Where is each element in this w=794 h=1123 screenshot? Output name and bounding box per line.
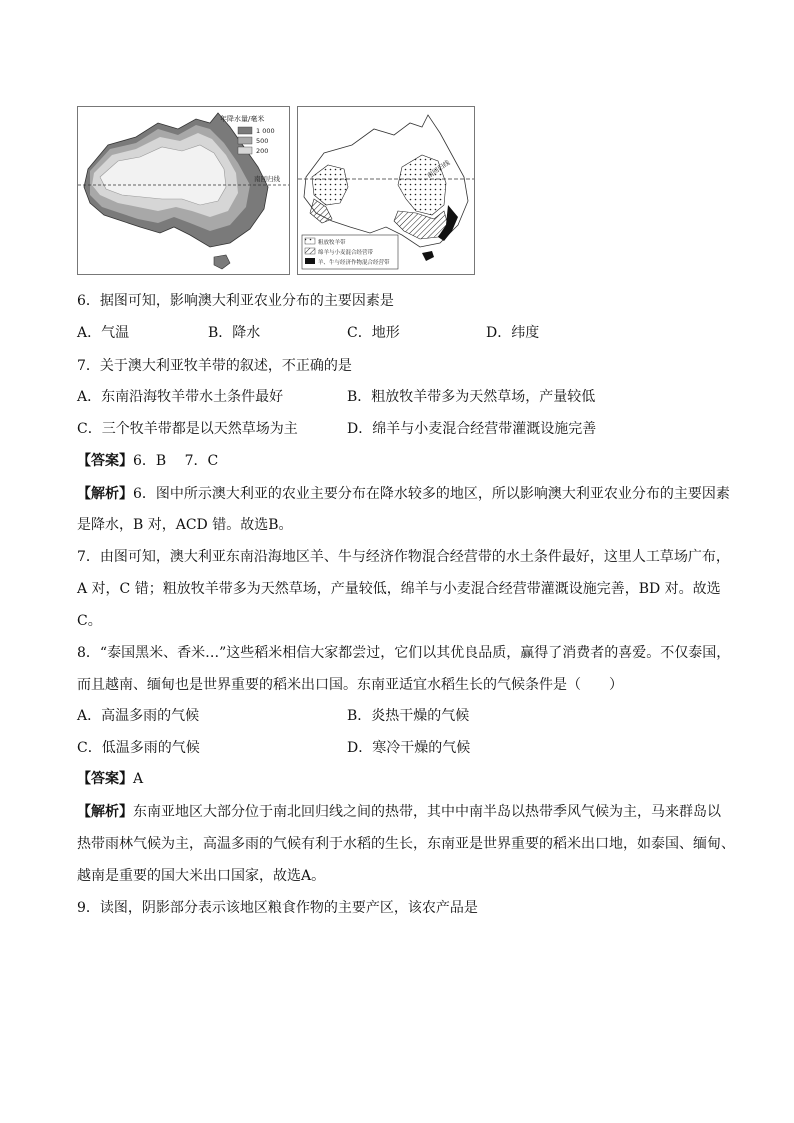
q8-option-d: D．寒冷干燥的气候 bbox=[347, 740, 471, 756]
q6-option-d: D．纬度 bbox=[486, 325, 540, 341]
explanation-8-line3: 越南是重要的国大米出口国家，故选A。 bbox=[77, 868, 326, 884]
q7-stem: 7．关于澳大利亚牧羊带的叙述，不正确的是 bbox=[77, 358, 352, 374]
q6-option-c: C．地形 bbox=[347, 325, 400, 341]
answer-tag: 【答案】 bbox=[77, 771, 133, 787]
explanation-8-line1 bbox=[77, 802, 721, 822]
explanation-text: 东南亚地区大部分位于南北回归线之间的热带，其中中南半岛以热带季风气候为主，马来群岛以 bbox=[133, 804, 721, 820]
legend-title: 年降水量/毫米 bbox=[220, 115, 265, 123]
legend-label-200: 200 bbox=[256, 147, 269, 155]
explanation-text: 6．图中所示澳大利亚的农业主要分布在降水较多的地区，所以影响澳大利亚农业分布的主要因素 bbox=[133, 486, 730, 502]
q6-option-b: B．降水 bbox=[208, 325, 261, 341]
explanation-tag: 【解析】 bbox=[77, 486, 133, 502]
agriculture-map-svg bbox=[298, 107, 474, 274]
tropic-label: 南回归线 bbox=[425, 158, 452, 181]
legend-label-extensive: 粗放牧羊带 bbox=[318, 240, 346, 246]
agriculture-belt-map-figure bbox=[297, 106, 475, 275]
legend-label-500: 500 bbox=[256, 137, 269, 145]
explanation-8-line2: 热带雨林气候为主，高温多雨的气候有利于水稻的生长，东南亚是世界重要的稻米出口地，如泰国、缅甸、 bbox=[77, 836, 735, 852]
tasmania bbox=[214, 255, 230, 269]
answer-tag: 【答案】 bbox=[77, 453, 133, 469]
q9-stem: 9．读图，阴影部分表示该地区粮食作物的主要产区，该农产品是 bbox=[77, 900, 478, 916]
q8-option-c: C．低温多雨的气候 bbox=[77, 740, 200, 756]
q6-option-a: A．气温 bbox=[77, 325, 130, 341]
rainfall-map-figure bbox=[77, 106, 290, 275]
tasmania bbox=[422, 251, 434, 261]
q8-option-a: A．高温多雨的气候 bbox=[77, 708, 200, 724]
legend-swatch-sheep-wheat bbox=[305, 248, 315, 254]
q7-option-d: D．绵羊与小麦混合经营带灌溉设施完善 bbox=[347, 421, 597, 437]
legend-swatch-mixed bbox=[305, 258, 315, 264]
answer-8 bbox=[77, 769, 143, 789]
legend-swatch-200 bbox=[238, 147, 252, 154]
answer-6-7 bbox=[77, 451, 218, 471]
answer-text: 6．B 7．C bbox=[133, 453, 219, 469]
explanation-6-7-line3: 7．由图可知，澳大利亚东南沿海地区羊、牛与经济作物混合经营带的水土条件最好，这里人工草场广布， bbox=[77, 549, 730, 565]
q7-option-a: A．东南沿海牧羊带水土条件最好 bbox=[77, 389, 284, 405]
legend-label-1000: 1 000 bbox=[256, 127, 275, 135]
q7-option-b: B．粗放牧羊带多为天然草场，产量较低 bbox=[347, 389, 596, 405]
q8-stem-line1: 8．“泰国黑米、香米…”这些稻米相信大家都尝过，它们以其优良品质，赢得了消费者的喜爱。不仅泰国， bbox=[77, 645, 731, 661]
explanation-6-7-line5: C。 bbox=[77, 613, 102, 629]
explanation-tag: 【解析】 bbox=[77, 804, 133, 820]
explanation-6-7-line2: 是降水，B 对，ACD 错。故选B。 bbox=[77, 517, 293, 533]
legend-swatch-1000 bbox=[238, 127, 252, 134]
q7-option-c: C．三个牧羊带都是以天然草场为主 bbox=[77, 421, 298, 437]
legend-label-sheep-wheat: 绵羊与小麦混合经营带 bbox=[318, 250, 374, 256]
explanation-6-7-line1 bbox=[77, 484, 730, 504]
legend-label-mixed: 羊、牛与经济作物混合经营带 bbox=[318, 260, 390, 266]
legend-swatch-extensive bbox=[305, 238, 315, 244]
q8-stem-line2: 而且越南、缅甸也是世界重要的稻米出口国。东南亚适宜水稻生长的气候条件是（ ） bbox=[77, 677, 623, 693]
answer-text: A bbox=[133, 771, 144, 787]
explanation-6-7-line4: A 对，C 错；粗放牧羊带多为天然草场，产量较低，绵羊与小麦混合经营带灌溉设施完善，BD 对。故选 bbox=[77, 581, 721, 597]
q8-option-b: B．炎热干燥的气候 bbox=[347, 708, 470, 724]
rainfall-map-svg bbox=[78, 107, 289, 274]
q6-stem: 6．据图可知，影响澳大利亚农业分布的主要因素是 bbox=[77, 293, 394, 309]
legend-swatch-500 bbox=[238, 137, 252, 144]
tropic-label: 南回归线 bbox=[254, 175, 280, 183]
